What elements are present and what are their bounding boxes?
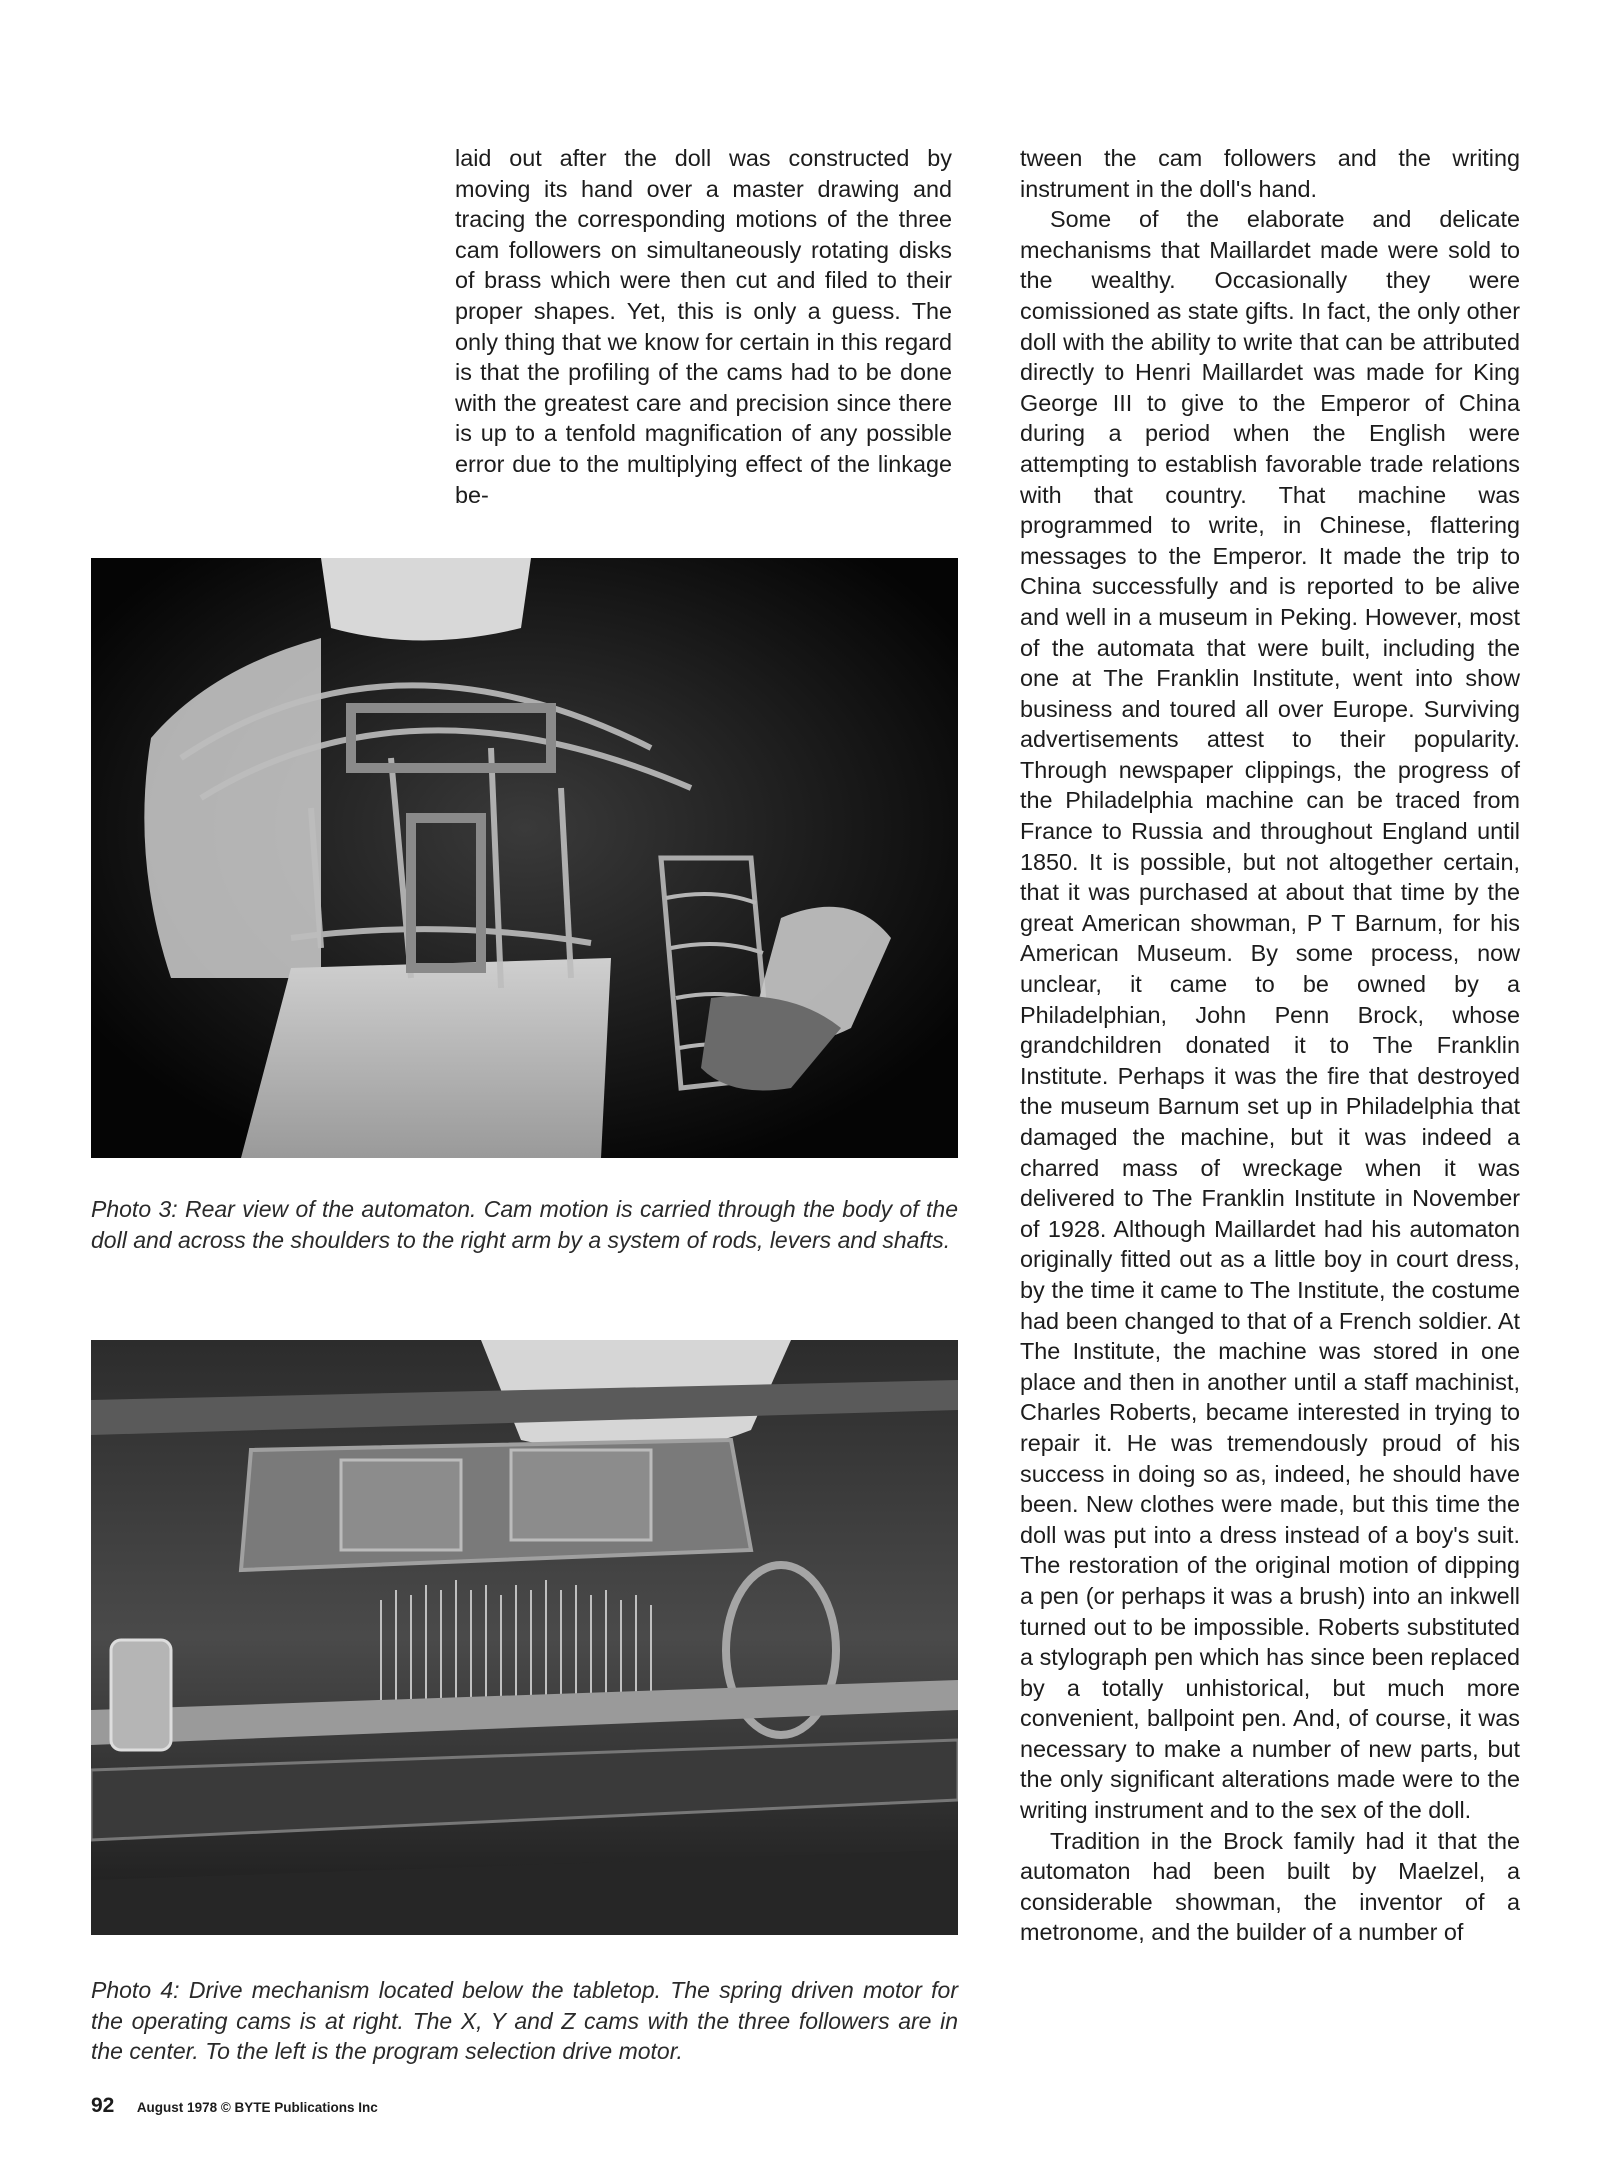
photo-4-caption: Photo 4: Drive mechanism located below the tabletop. The spring driven motor for the operating cams is at right. The X, Y and Z cams with the three followers are in the center. To the left is the program selection drive motor. [91, 1977, 958, 2064]
article-column-right [1020, 143, 1520, 1948]
drive-mechanism-image [91, 1340, 958, 1935]
paragraph: Tradition in the Brock family had it that the automaton had been built by Maelzel, a considerable showman, the inventor of a metronome, and the builder of a number of [1020, 1827, 1520, 1946]
publication-line: August 1978 © BYTE Publications Inc [136, 2100, 378, 2115]
photo-3-caption: Photo 3: Rear view of the automaton. Cam motion is carried through the body of the doll and across the shoulders to the right arm by a system of rods, levers and shafts. [91, 1196, 958, 1253]
photo-4-drive-mechanism [91, 1340, 958, 1935]
paragraph: Some of the elaborate and delicate mechanisms that Maillardet made were sold to the wealthy. Occasionally they were comissioned as state gifts. In fact, the only other doll with the ability to write that can be attributed directly to Henri Maillardet was made for King George III to give to the Emperor of China during a period when the English were attempting to establish favorable trade relations with that country. That machine was programmed to write, in Chinese, flattering messages to the Emperor. It made the trip to China successfully and is reported to be alive and well in a museum in Peking. However, most of the automata that were built, including the one at The Franklin Institute, went into show business and toured all over Europe. Surviving advertisements attest to their popularity. Through newspaper clippings, the progress of the Philadelphia machine can be traced from France to Russia and throughout England until 1850. It is possible, but not altogether certain, that it was purchased at about that time by the great American showman, P T Barnum, for his American Museum. By some process, now unclear, it came to be owned by a Philadelphian, John Penn Brock, whose grandchildren donated it to The Franklin Institute. Perhaps it was the fire that destroyed the museum Barnum set up in Philadelphia that damaged the machine, but it was indeed a charred mass of wreckage when it was delivered to The Franklin Institute in November of 1928. Although Maillardet had his automaton originally fitted out as a little boy in court dress, by the time it came to The Institute, the costume had been changed to that of a French soldier. At The Institute, the machine was stored in one place and then in another until a staff machinist, Charles Roberts, became interested in trying to repair it. He was tremendously proud of his success in doing so as, indeed, he should have been. New clothes were made, but this time the doll was put into a dress instead of a boy's suit. The restoration of the original motion of dipping a pen (or perhaps it was a brush) into an inkwell turned out to be impossible. Roberts substituted a stylograph pen which has since been replaced by a totally unhistorical, but much more convenient, ballpoint pen. And, of course, it was necessary to make a number of new parts, but the only significant alterations made were to the writing instrument and to the sex of the doll. [1020, 206, 1520, 1824]
page-number: 92 [91, 2094, 115, 2117]
article-column-top [455, 143, 952, 510]
paragraph: tween the cam followers and the writing instrument in the doll's hand. [1020, 145, 1520, 202]
page-footer [91, 2094, 378, 2118]
paragraph: laid out after the doll was constructed by moving its hand over a master drawing and tracing the corresponding motions of the three cam followers on simultaneously rotating disks of brass which were then cut and filed to their proper shapes. Yet, this is only a guess. The only thing that we know for certain in this regard is that the profiling of the cams had to be done with the greatest care and precision since there is up to a tenfold magnification of any possible error due to the multiplying effect of the linkage be- [455, 145, 952, 508]
photo-3-automaton-rear-view [91, 558, 958, 1158]
automaton-rear-image [91, 558, 958, 1158]
